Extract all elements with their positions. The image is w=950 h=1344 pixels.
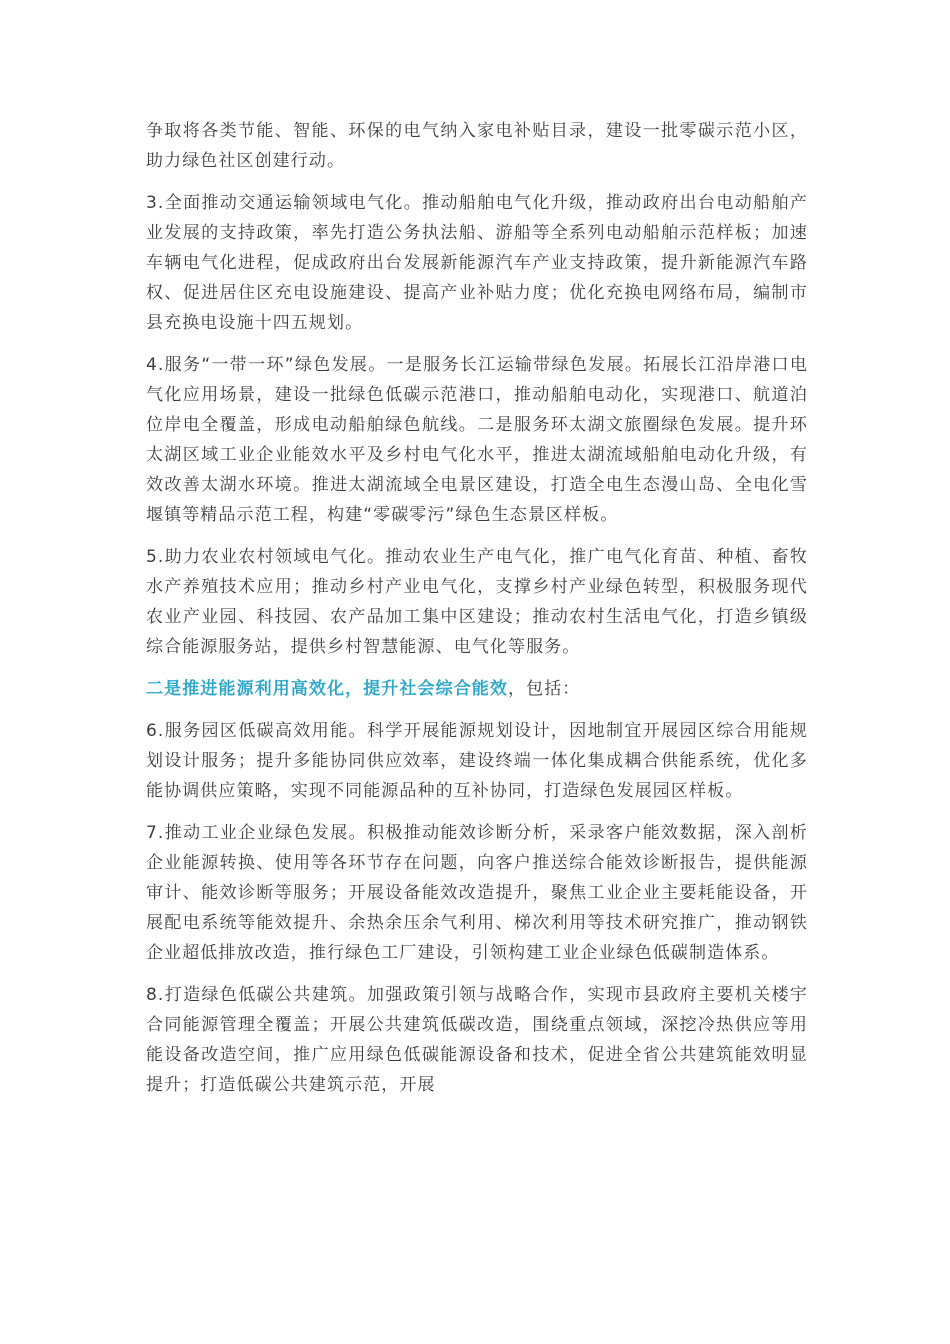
- paragraph-public-buildings: 8.打造绿色低碳公共建筑。加强政策引领与战略合作，实现市县政府主要机关楼宇合同能源管理全覆盖；开展公共建筑低碳改造，围绕重点领域，深挖冷热供应等用能设备改造空间，推广应用绿色低碳能源设备和技术，促进全省公共建筑能效明显提升；打造低碳公共建筑示范，开展: [146, 985, 808, 1095]
- section-heading-highlight: 二是推进能源利用高效化，提升社会综合能效: [146, 679, 508, 699]
- document-body: [146, 116, 808, 1112]
- paragraph-rural-electrification: 5.助力农业农村领域电气化。推动农业生产电气化，推广电气化育苗、种植、畜牧水产养殖技术应用；推动乡村产业电气化，支撑乡村产业绿色转型，积极服务现代农业产业园、科技园、农产品加工集中区建设；推动农村生活电气化，打造乡镇级综合能源服务站，提供乡村智慧能源、电气化等服务。: [146, 547, 808, 657]
- section-heading: [146, 674, 808, 704]
- paragraph-belt-ring-development: 4.服务“一带一环”绿色发展。一是服务长江运输带绿色发展。拓展长江沿岸港口电气化应用场景，建设一批绿色低碳示范港口，推动船舶电动化，实现港口、航道泊位岸电全覆盖，形成电动船舶绿色航线。二是服务环太湖文旅圈绿色发展。提升环太湖区域工业企业能效水平及乡村电气化水平，推进太湖流域船舶电动化升级，有效改善太湖水环境。推进太湖流域全电景区建设，打造全电生态漫山岛、全电化雪堰镇等精品示范工程，构建“零碳零污”绿色生态景区样板。: [146, 355, 808, 525]
- paragraph-industrial-green-development: 7.推动工业企业绿色发展。积极推动能效诊断分析，采录客户能效数据，深入剖析企业能源转换、使用等各环节存在问题，向客户推送综合能效诊断报告，提供能源审计、能效诊断等服务；开展设备能效改造提升，聚焦工业企业主要耗能设备，开展配电系统等能效提升、余热余压余气利用、梯次利用等技术研究推广，推动钢铁企业超低排放改造，推行绿色工厂建设，引领构建工业企业绿色低碳制造体系。: [146, 823, 808, 963]
- section-heading-suffix: ，包括：: [508, 679, 581, 699]
- paragraph-park-energy-use: 6.服务园区低碳高效用能。科学开展能源规划设计，因地制宜开展园区综合用能规划设计服务；提升多能协同供应效率，建设终端一体化集成耦合供能系统，优化多能协调供应策略，实现不同能源品种的互补协同，打造绿色发展园区样板。: [146, 721, 808, 801]
- paragraph-transport-electrification: 3.全面推动交通运输领域电气化。推动船舶电气化升级，推动政府出台电动船舶产业发展的支持政策，率先打造公务执法船、游船等全系列电动船舶示范样板；加速车辆电气化进程，促成政府出台发展新能源汽车产业支持政策，提升新能源汽车路权、促进居住区充电设施建设、提高产业补贴力度；优化充换电网络布局，编制市县充换电设施十四五规划。: [146, 193, 808, 333]
- paragraph-community-low-carbon: 争取将各类节能、智能、环保的电气纳入家电补贴目录，建设一批零碳示范小区，助力绿色社区创建行动。: [146, 121, 808, 171]
